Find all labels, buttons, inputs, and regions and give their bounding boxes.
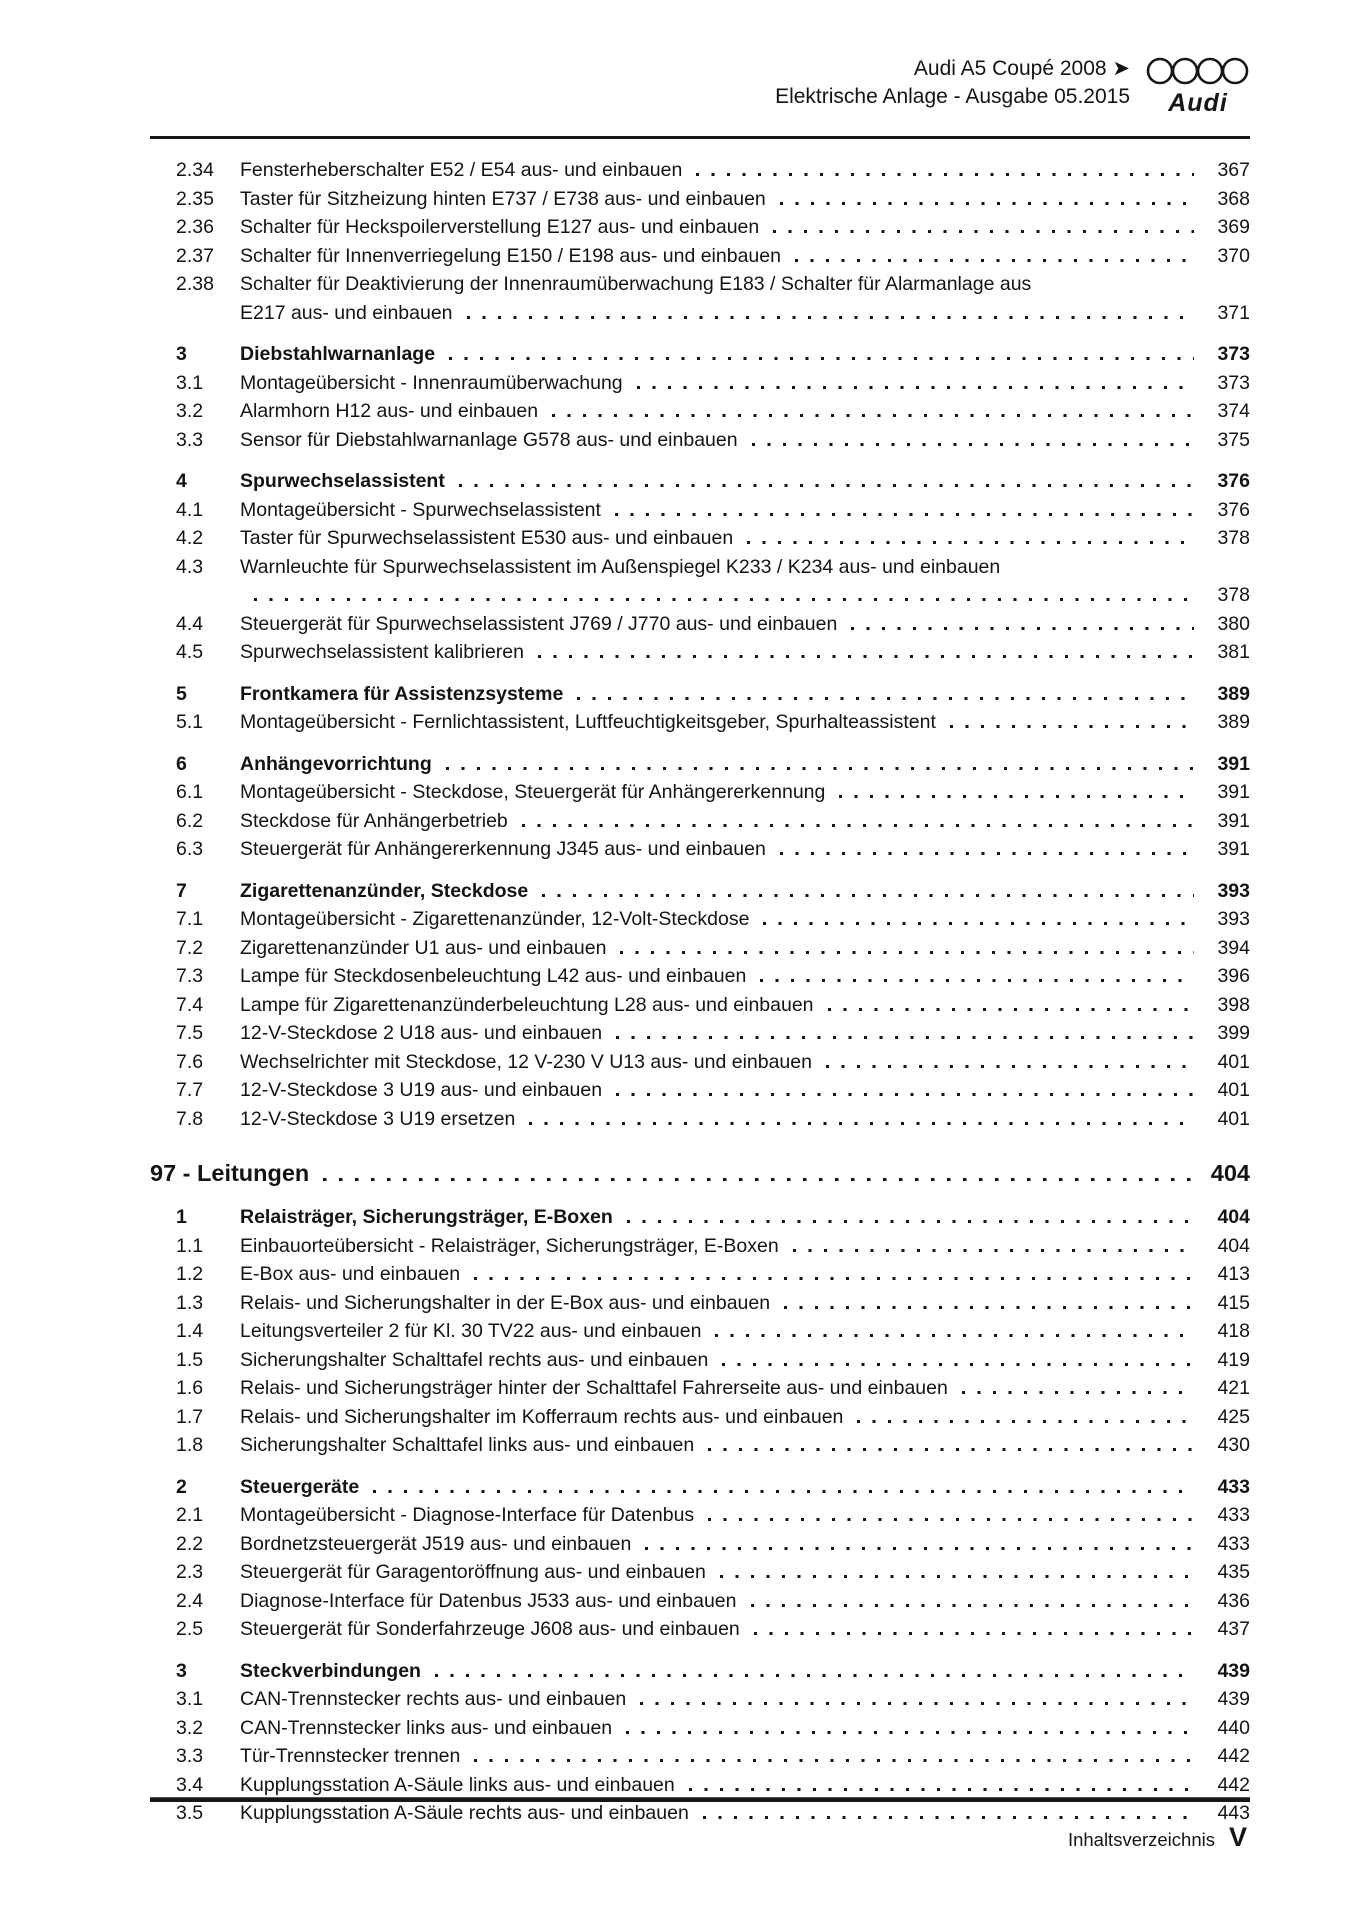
toc-dot-leader [747,541,1194,544]
toc-dot-leader [828,1008,1194,1011]
toc-row [150,807,1250,836]
toc-page-number: 419 [1217,1348,1250,1371]
toc-entry-number: 7.6 [176,1050,204,1073]
toc-row [150,1501,1250,1530]
toc-entry-number: 4.3 [176,555,204,578]
toc-row [150,553,1250,582]
toc-page-number: 391 [1217,809,1250,832]
toc-row [150,610,1250,639]
toc-row [150,750,1250,779]
toc-row [150,1587,1250,1616]
toc-page-number: 442 [1217,1745,1250,1767]
toc-entry-number: 7.2 [176,936,204,959]
header-edition-line: Elektrische Anlage - Ausgabe 05.2015 [775,85,1130,108]
toc-page-number: 394 [1217,936,1250,959]
toc-page-number: 391 [1217,781,1250,803]
toc-entry-title: Montageübersicht - Diagnose-Interface für Datenbus [240,1504,695,1526]
toc-row [150,934,1250,963]
toc-entry-number: 4.5 [176,641,204,663]
toc-page-number: 433 [1217,1475,1250,1498]
toc-dot-leader [474,1759,1194,1762]
toc-entry-title: Steuergerät für Spurwechselassistent J769 / J770 aus- und einbauen [240,612,838,635]
toc-entry-title: Fensterheberschalter E52 / E54 aus- und einbauen [240,159,683,181]
toc-page-number: 367 [1217,159,1250,181]
toc-entry-number: 1.8 [176,1434,204,1456]
toc-page-number: 440 [1217,1716,1250,1739]
toc-entry-title: CAN-Trennstecker rechts aus- und einbauen [240,1688,627,1710]
toc-entry-title: Sicherungshalter Schalttafel rechts aus- und einbauen [240,1348,709,1371]
toc-row [150,185,1250,214]
toc-page-number: 415 [1217,1291,1250,1314]
toc-dot-leader [780,852,1194,855]
toc-dot-leader [626,1731,1194,1734]
toc-dot-leader [254,598,1194,601]
toc-entry-title: Schalter für Deaktivierung der Innenraumüberwachung E183 / Schalter für Alarmanlage aus [240,273,1032,295]
toc-page-number: 401 [1217,1050,1250,1073]
toc-dot-leader [720,1575,1194,1578]
toc-entry-title: Relais- und Sicherungsträger hinter der Schalttafel Fahrerseite aus- und einbauen [240,1377,948,1399]
toc-page-number: 371 [1217,301,1250,324]
toc-dot-leader [522,824,1194,827]
toc-entry-title: Montageübersicht - Spurwechselassistent [240,498,601,521]
toc-dot-leader [752,443,1194,446]
toc-row [150,1685,1250,1714]
toc-entry-number: 2.38 [176,273,214,295]
toc-page-number: 368 [1217,187,1250,210]
toc-page-number: 439 [1217,1688,1250,1710]
toc-entry-title: Relaisträger, Sicherungsträger, E-Boxen [240,1206,613,1228]
toc-row [150,905,1250,934]
toc-entry-title: Spurwechselassistent [240,470,445,492]
toc-page-number: 401 [1217,1079,1250,1101]
audi-rings-icon [1146,57,1250,119]
toc-dot-leader [459,484,1194,487]
toc-entry-number: 4.4 [176,612,204,635]
toc-entry-number: 3.2 [176,1716,204,1739]
toc-dot-leader [640,1702,1194,1705]
toc-dot-leader [722,1363,1194,1366]
toc-dot-leader [474,1277,1194,1280]
toc-entry-title: CAN-Trennstecker links aus- und einbauen [240,1716,613,1739]
toc-entry-title: Alarmhorn H12 aus- und einbauen [240,400,539,422]
toc-row [150,708,1250,737]
toc-page-number: 418 [1217,1320,1250,1342]
toc-page-number: 376 [1217,470,1250,492]
toc-entry-title: Zigarettenanzünder U1 aus- und einbauen [240,936,607,959]
toc-row [150,1431,1250,1460]
toc-entry-number: 2.37 [176,244,214,267]
toc-page-number: 404 [1217,1234,1250,1257]
audi-wordmark: Audi [1168,89,1228,117]
toc-entry-number: 3.4 [176,1773,204,1796]
toc-dot-leader [760,979,1194,982]
toc-entry-number: 3.5 [176,1802,204,1824]
toc-row [150,1615,1250,1644]
toc-dot-leader [784,1306,1194,1309]
toc-page-number: 378 [1217,527,1250,549]
toc-page-number: 375 [1217,428,1250,451]
header-rule [150,136,1250,139]
toc-dot-leader [839,795,1194,798]
toc-entry-number: 5.1 [176,711,204,733]
toc-row [150,1076,1250,1105]
toc-row [150,1019,1250,1048]
toc-page-number: 391 [1217,752,1250,775]
toc-entry-title: Warnleuchte für Spurwechselassistent im Außenspiegel K233 / K234 aus- und einbauen [240,555,1001,578]
footer-page-number: V [1228,1822,1247,1852]
toc-entry-title: E217 aus- und einbauen [240,301,453,324]
toc-page-number: 396 [1217,965,1250,987]
toc-entry-title: Steckverbindungen [240,1659,421,1682]
toc-row [150,397,1250,426]
toc-dot-leader [637,386,1194,389]
toc-entry-number: 6.3 [176,838,204,860]
toc-dot-leader [446,767,1194,770]
toc-entry-title: Steckdose für Anhängerbetrieb [240,809,508,832]
toc-entry-number: 7.5 [176,1022,204,1044]
toc-entry-number: 4 [176,470,187,492]
toc-page-number: 393 [1217,879,1250,902]
toc-row [150,1530,1250,1559]
toc-entry-number: 1 [176,1206,187,1228]
toc-entry-title: Schalter für Heckspoilerverstellung E127 aus- und einbauen [240,216,760,238]
toc-row [150,242,1250,271]
toc-entry-title: Kupplungsstation A-Säule links aus- und einbauen [240,1773,675,1796]
toc-dot-leader [751,1604,1195,1607]
toc-page-number: 373 [1217,343,1250,365]
toc-row [150,1048,1250,1077]
toc-dot-leader [552,414,1194,417]
toc-row [150,1374,1250,1403]
toc-page-number: 437 [1217,1618,1250,1640]
toc-entry-number: 7.1 [176,908,204,930]
toc-row [150,524,1250,553]
toc-entry-number: 3.2 [176,400,204,422]
toc-entry-title: E-Box aus- und einbauen [240,1263,461,1285]
toc-row-continuation [150,581,1250,610]
toc-entry-title: Sensor für Diebstahlwarnanlage G578 aus- und einbauen [240,428,738,451]
toc-entry-title: Bordnetzsteuergerät J519 aus- und einbauen [240,1532,632,1555]
toc-dot-leader [708,1448,1194,1451]
toc-entry-title: Anhängevorrichtung [240,752,432,775]
toc-entry-number: 2.34 [176,159,214,181]
toc-entry-title: Taster für Sitzheizung hinten E737 / E738 aus- und einbauen [240,187,766,210]
toc-row [150,496,1250,525]
toc-row [150,340,1250,369]
toc-row [150,369,1250,398]
toc-row [150,1403,1250,1432]
toc-row [150,1289,1250,1318]
toc-page-number: 436 [1217,1589,1250,1612]
toc-page-number: 443 [1217,1802,1250,1824]
toc-row [150,1203,1250,1232]
toc-row [150,1317,1250,1346]
toc-dot-leader [857,1420,1194,1423]
header-model-line: Audi A5 Coupé 2008 ➤ [913,57,1130,80]
toc-dot-leader [616,1036,1194,1039]
toc-row [150,1558,1250,1587]
toc-dot-leader [793,1249,1194,1252]
toc-row-continuation [150,299,1250,328]
toc-page-number: 389 [1217,682,1250,705]
toc-dot-leader [467,316,1194,319]
toc-dot-leader [373,1490,1194,1493]
toc-row [150,270,1250,299]
toc-dot-leader [754,1632,1194,1635]
toc-entry-title: Frontkamera für Assistenzsysteme [240,682,564,705]
toc-page-number: 435 [1217,1561,1250,1583]
toc-page-number: 401 [1217,1107,1250,1130]
toc-page-number: 433 [1217,1504,1250,1526]
toc-dot-leader [763,922,1194,925]
toc-page-number: 439 [1217,1659,1250,1682]
toc-dot-leader [529,1122,1194,1125]
toc-entry-number: 7.3 [176,965,204,987]
toc-row [150,1232,1250,1261]
toc-entry-title: Diebstahlwarnanlage [240,343,436,365]
toc-page-number: 421 [1217,1377,1250,1399]
toc-page-number: 393 [1217,908,1250,930]
toc-entry-title: Relais- und Sicherungshalter im Kofferraum rechts aus- und einbauen [240,1405,844,1428]
toc-entry-number: 3.1 [176,371,204,394]
toc-entry-title: Schalter für Innenverriegelung E150 / E198 aus- und einbauen [240,244,781,267]
header-title-block [775,55,1130,111]
toc-entry-number: 5 [176,682,187,705]
toc-list [150,156,1250,1828]
toc-entry-number: 3 [176,1659,187,1682]
toc-entry-number: 1.1 [176,1234,204,1257]
toc-entry-number: 2.5 [176,1618,204,1640]
toc-entry-title: Relais- und Sicherungshalter in der E-Box aus- und einbauen [240,1291,771,1314]
toc-entry-number: 2.4 [176,1589,204,1612]
toc-page-number: 376 [1217,498,1250,521]
toc-dot-leader [538,655,1194,658]
toc-entry-title: Zigarettenanzünder, Steckdose [240,879,529,902]
toc-entry-number: 6.2 [176,809,204,832]
toc-entry-number: 3.3 [176,1745,204,1767]
toc-page-number: 391 [1217,838,1250,860]
toc-row [150,962,1250,991]
toc-entry-title: Steuergerät für Garagentoröffnung aus- und einbauen [240,1561,706,1583]
toc-dot-leader [696,173,1194,176]
toc-dot-leader [645,1547,1194,1550]
toc-entry-number: 1.4 [176,1320,204,1342]
toc-row [150,991,1250,1020]
toc-row [150,1260,1250,1289]
toc-dot-leader [323,1178,1194,1182]
toc-dot-leader [616,1093,1194,1096]
toc-chapter-row [150,1156,1250,1190]
toc-dot-leader [826,1065,1194,1068]
toc-entry-number: 2.3 [176,1561,204,1583]
toc-row [150,680,1250,709]
toc-page-number: 381 [1217,641,1250,663]
toc-page-number: 398 [1217,993,1250,1016]
toc-entry-title: 12-V-Steckdose 3 U19 aus- und einbauen [240,1079,603,1101]
toc-row [150,1105,1250,1134]
toc-entry-title: Montageübersicht - Fernlichtassistent, Luftfeuchtigkeitsgeber, Spurhalteassistent [240,711,936,733]
toc-chapter-title: 97 - Leitungen [150,1160,310,1186]
toc-entry-number: 6.1 [176,781,204,803]
toc-entry-number: 7 [176,879,187,902]
toc-dot-leader [627,1220,1194,1223]
toc-page-number: 370 [1217,244,1250,267]
toc-page-number: 442 [1217,1773,1250,1796]
toc-dot-leader [542,894,1194,897]
toc-entry-title: Montageübersicht - Zigarettenanzünder, 12-Volt-Steckdose [240,908,750,930]
toc-dot-leader [620,951,1194,954]
toc-entry-number: 2 [176,1475,187,1498]
toc-entry-number: 1.3 [176,1291,204,1314]
toc-entry-number: 1.6 [176,1377,204,1399]
page-header [775,55,1250,119]
toc-entry-title: Tür-Trennstecker trennen [240,1745,461,1767]
toc-dot-leader [577,697,1194,700]
toc-entry-number: 1.5 [176,1348,204,1371]
toc-entry-number: 2.1 [176,1504,204,1526]
toc-entry-title: Steuergerät für Sonderfahrzeuge J608 aus- und einbauen [240,1618,740,1640]
toc-row [150,835,1250,864]
toc-entry-title: 12-V-Steckdose 2 U18 aus- und einbauen [240,1022,603,1044]
toc-entry-number: 3 [176,343,187,365]
toc-dot-leader [962,1391,1194,1394]
toc-entry-number: 1.2 [176,1263,204,1285]
toc-row [150,1657,1250,1686]
toc-dot-leader [708,1518,1194,1521]
toc-row [150,426,1250,455]
footer-label: Inhaltsverzeichnis [1067,1829,1215,1850]
toc-entry-title: Einbauorteübersicht - Relaisträger, Sicherungsträger, E-Boxen [240,1234,779,1257]
toc-entry-number: 7.8 [176,1107,204,1130]
toc-entry-title: Lampe für Zigarettenanzünderbeleuchtung L28 aus- und einbauen [240,993,814,1016]
toc-entry-number: 7.4 [176,993,204,1016]
toc-row [150,1742,1250,1771]
toc-dot-leader [851,627,1194,630]
toc-page-number: 413 [1217,1263,1250,1285]
toc-row [150,638,1250,667]
toc-entry-title: Sicherungshalter Schalttafel links aus- und einbauen [240,1434,695,1456]
toc-entry-title: Steuergeräte [240,1475,360,1498]
toc-entry-number: 3.1 [176,1688,204,1710]
toc-entry-number: 1.7 [176,1405,204,1428]
toc-entry-title: Taster für Spurwechselassistent E530 aus- und einbauen [240,527,734,549]
toc-row [150,156,1250,185]
toc-row [150,1473,1250,1502]
toc-entry-title: Montageübersicht - Steckdose, Steuergerät für Anhängererkennung [240,781,826,803]
toc-dot-leader [715,1334,1194,1337]
toc-entry-title: Lampe für Steckdosenbeleuchtung L42 aus- und einbauen [240,965,747,987]
toc-entry-number: 2.35 [176,187,214,210]
toc-row [150,778,1250,807]
toc-entry-number: 2.2 [176,1532,204,1555]
toc-entry-title: Wechselrichter mit Steckdose, 12 V-230 V U13 aus- und einbauen [240,1050,812,1073]
toc-page-number: 399 [1217,1022,1250,1044]
toc-page-number: 389 [1217,711,1250,733]
toc-dot-leader [703,1816,1194,1819]
toc-page-number: 374 [1217,400,1250,422]
toc-entry-number: 2.36 [176,216,214,238]
toc-entry-title: Diagnose-Interface für Datenbus J533 aus- und einbauen [240,1589,737,1612]
toc-dot-leader [780,202,1194,205]
toc-row [150,1771,1250,1800]
toc-row [150,213,1250,242]
toc-entry-number: 4.1 [176,498,204,521]
toc-entry-title: Montageübersicht - Innenraumüberwachung [240,371,623,394]
footer-rule [150,1797,1250,1802]
toc-page-number: 430 [1217,1434,1250,1456]
toc-page-number: 373 [1217,371,1250,394]
toc-row [150,467,1250,496]
toc-dot-leader [689,1788,1194,1791]
toc-entry-number: 3.3 [176,428,204,451]
toc-row [150,1714,1250,1743]
toc-dot-leader [449,357,1194,360]
toc-dot-leader [773,230,1194,233]
toc-entry-number: 6 [176,752,187,775]
page-footer [1068,1822,1247,1853]
toc-entry-title: Leitungsverteiler 2 für Kl. 30 TV22 aus- und einbauen [240,1320,702,1342]
toc-page-number: 433 [1217,1532,1250,1555]
toc-page-number: 404 [1210,1160,1250,1186]
toc-page-number: 378 [1217,584,1250,606]
toc-dot-leader [435,1674,1194,1677]
toc-page-number: 369 [1217,216,1250,238]
toc-page-number: 380 [1217,612,1250,635]
toc-entry-title: Spurwechselassistent kalibrieren [240,641,524,663]
toc-entry-number: 4.2 [176,527,204,549]
toc-entry-title: Steuergerät für Anhängererkennung J345 aus- und einbauen [240,838,766,860]
toc-page-number: 404 [1217,1206,1250,1228]
toc-entry-number: 7.7 [176,1079,204,1101]
toc-row [150,1346,1250,1375]
audi-logo [1146,57,1250,119]
toc-row [150,877,1250,906]
toc-dot-leader [950,725,1194,728]
toc-entry-title: Kupplungsstation A-Säule rechts aus- und einbauen [240,1802,689,1824]
toc-dot-leader [615,513,1194,516]
toc-page-number: 425 [1217,1405,1250,1428]
toc-dot-leader [795,259,1194,262]
toc-entry-title: 12-V-Steckdose 3 U19 ersetzen [240,1107,516,1130]
